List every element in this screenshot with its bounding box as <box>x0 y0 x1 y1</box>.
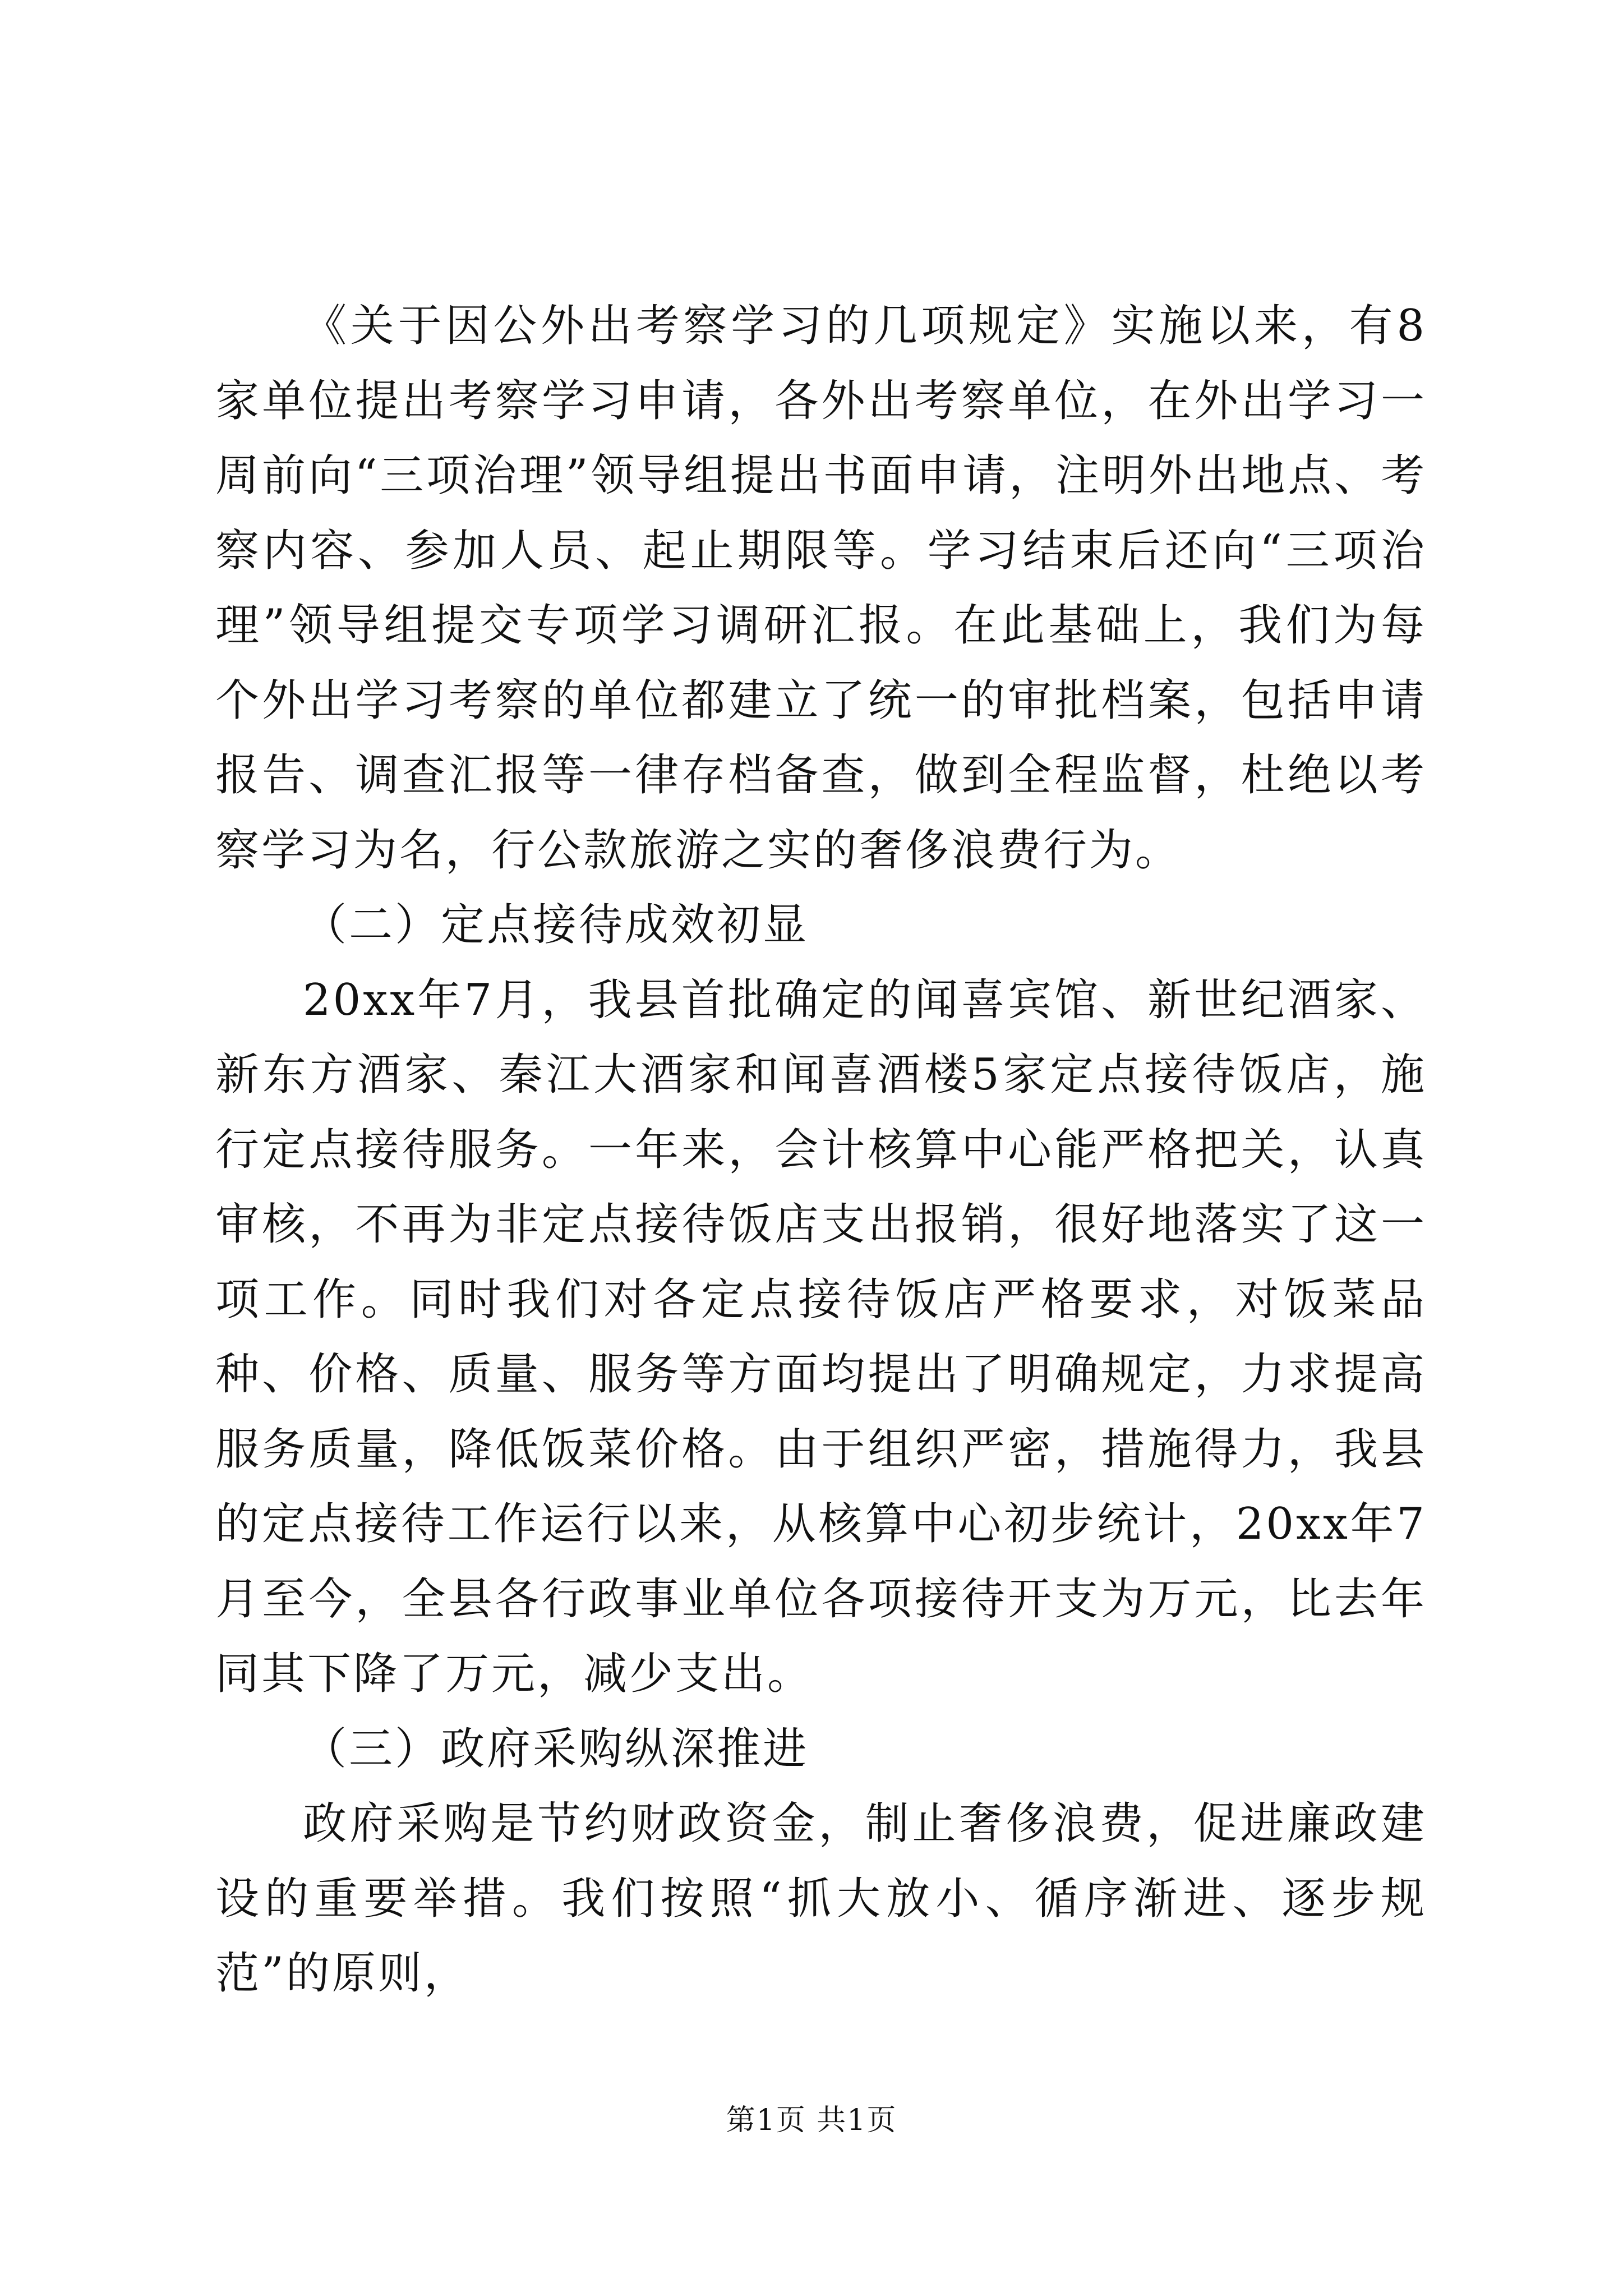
page-number-footer: 第1页 共1页 <box>726 2104 897 2137</box>
paragraph-designated-reception: 20xx年7月，我县首批确定的闻喜宾馆、新世纪酒家、新东方酒家、秦江大酒家和闻喜酒楼5家定点接待饭店，施行定点接待服务。一年来，会计核算中心能严格把关，认真审核，不再为非定点接待饭店支出报销，很好地落实了这一项工作。同时我们对各定点接待饭店严格要求，对饭菜品种、价格、质量、服务等方面均提出了明确规定，力求提高服务质量，降低饭菜价格。由于组织严密，措施得力，我县的定点接待工作运行以来，从核算中心初步统计，20xx年7月至今，全县各行政事业单位各项接待开支为万元，比去年同其下降了万元，减少支出。 <box>215 974 1427 1699</box>
section-heading-government-procurement: （三）政府采购纵深推进 <box>303 1723 809 1774</box>
paragraph-government-procurement: 政府采购是节约财政资金，制止奢侈浪费，促进廉政建设的重要举措。我们按照“抓大放小、循序渐进、逐步规范”的原则， <box>215 1798 1427 1999</box>
paragraph-inspection-rules: 《关于因公外出考察学习的几项规定》实施以来，有8家单位提出考察学习申请，各外出考察单位，在外出学习一周前向“三项治理”领导组提出书面申请，注明外出地点、考察内容、参加人员、起止期限等。学习结束后还向“三项治理”领导组提交专项学习调研汇报。在此基础上，我们为每个外出学习考察的单位都建立了统一的审批档案，包括申请报告、调查汇报等一律存档备查，做到全程监督，杜绝以考察学习为名，行公款旅游之实的奢侈浪费行为。 <box>215 301 1427 876</box>
section-heading-designated-reception: （二）定点接待成效初显 <box>303 900 809 950</box>
document-body <box>215 289 1427 2012</box>
